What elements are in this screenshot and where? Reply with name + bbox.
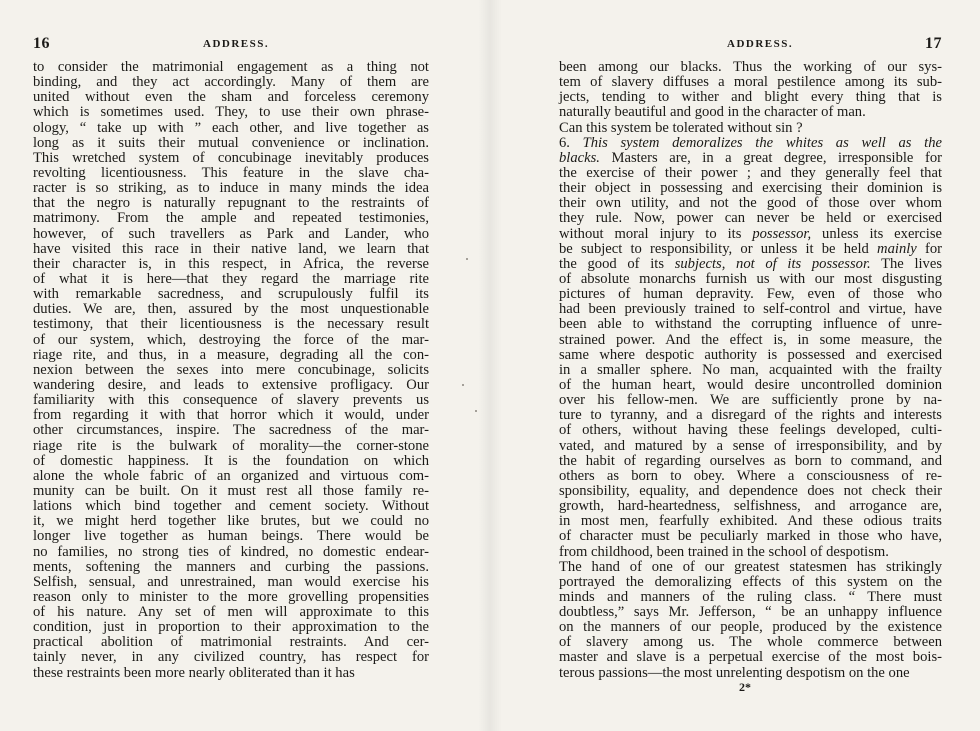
text-line: others as born to obey. Where a consciousness of re- xyxy=(559,467,942,484)
text-line: binding, and they act accordingly. Many of them are xyxy=(33,74,429,91)
scan-speck xyxy=(475,410,477,412)
text-line: familiarity with this consequence of slavery prevents us xyxy=(33,392,429,409)
text-line: of domestic happiness. It is the foundation on which xyxy=(33,452,429,469)
text-line: reason only to minister to the more grovelling propensities xyxy=(33,588,429,605)
scan-speck xyxy=(462,384,464,386)
right-running-head: ADDRESS. xyxy=(727,38,794,50)
left-running-head: ADDRESS. xyxy=(203,38,270,50)
text-line: tainly never, in any civilized country, has respect for xyxy=(33,649,429,666)
text-line: The hand of one of our greatest statesmen has strikingly xyxy=(559,558,942,575)
text-line: the exercise of their power ; and they generally feel that xyxy=(559,164,942,181)
text-line: the good of its subjects, not of its possessor. The lives xyxy=(559,255,943,272)
right-page-number: 17 xyxy=(925,35,942,52)
text-line: riage rite, and thus, in a measure, degrading all the con- xyxy=(33,346,429,363)
printer-signature-mark: 2* xyxy=(739,680,751,694)
text-line: nexion between the sexes into mere concubinage, solicits xyxy=(33,361,429,378)
text-line: doubtless,” says Mr. Jefferson, “ be an unhappy influence xyxy=(559,604,942,621)
text-line: ments, softening the manners and curbing the passions. xyxy=(33,558,429,575)
text-line: munity can be built. On it must rest all those family re- xyxy=(33,482,429,499)
text-line: same where despotic authority is possessed and exercised xyxy=(559,346,942,363)
text-line: portrayed the demoralizing effects of this system on the xyxy=(559,573,942,590)
text-line: pictures of human depravity. Few, even of those who xyxy=(559,286,942,303)
text-line: of the human heart, would desire uncontrolled dominion xyxy=(559,376,942,393)
text-line: terous passions—the most unrelenting despotism on the one xyxy=(559,664,910,681)
text-line: practical abolition of matrimonial restraints. And cer- xyxy=(33,634,429,651)
text-line: been among our blacks. Thus the working of our sys- xyxy=(559,59,942,75)
text-line: however, of such travellers as Park and Lander, who xyxy=(33,225,429,242)
text-line: be subject to responsibility, or unless it be held mainly for xyxy=(559,240,942,257)
text-line: testimony, that their licentiousness is the necessary result xyxy=(33,316,429,333)
left-page-number: 16 xyxy=(33,35,50,52)
text-line: on the manners of our people, produced by the existence xyxy=(559,619,942,636)
text-line: of his nature. Any set of men will approximate to this xyxy=(33,604,429,621)
text-line: riage rite is the bulwark of morality—the corner-stone xyxy=(33,437,429,454)
text-line: strained power. And the effect is, in some measure, the xyxy=(559,331,942,348)
text-line: of what it is here—that they regard the marriage rite xyxy=(33,270,429,287)
text-line: 6. This system demoralizes the whites as well as the xyxy=(559,134,942,151)
text-line: ture to tyranny, and a disregard of the rights and interests xyxy=(559,407,942,424)
text-line: revolting licentiousness. This feature in the slave cha- xyxy=(33,164,429,181)
right-page xyxy=(490,0,980,731)
left-page-body-text xyxy=(33,60,429,681)
text-line: of character must be peculiarly marked in those who have, xyxy=(559,528,942,545)
text-line: jects, tending to wither and blight every thing that is xyxy=(559,89,942,106)
text-line: united without even the sham and forceless ceremony xyxy=(33,89,429,106)
text-line: tem of slavery diffuses a moral pestilence among its sub- xyxy=(559,74,942,91)
text-line: been able to withstand the corrupting influence of unre- xyxy=(559,316,942,333)
scan-speck xyxy=(466,258,468,260)
text-line: these restraints been more nearly obliterated than it has xyxy=(33,664,355,681)
text-line: long as it suits their mutual convenience or inclination. xyxy=(33,134,429,151)
text-line: they rule. Now, power can never be held or exercised xyxy=(559,210,942,227)
text-line: to consider the matrimonial engagement as a thing not xyxy=(33,59,429,75)
text-line: wandering desire, and leads to extensive profligacy. Our xyxy=(33,376,429,393)
text-line: without moral injury to its possessor, unless its exercise xyxy=(559,225,942,242)
text-line: alone the whole fabric of an organized and virtuous com- xyxy=(33,467,429,484)
text-line: over his fellow-men. We are sufficiently prone by na- xyxy=(559,392,942,409)
text-line: longer live together as human beings. There would be xyxy=(33,528,429,545)
text-line: blacks. Masters are, in a great degree, irresponsible for xyxy=(559,149,942,166)
text-line: This wretched system of concubinage inevitably produces xyxy=(33,149,429,166)
text-line: matrimony. From the ample and repeated testimonies, xyxy=(33,210,429,227)
text-line: Can this system be tolerated without sin ? xyxy=(559,119,803,136)
text-line: master and slave is a perpetual exercise of the most bois- xyxy=(559,649,942,666)
text-line: Selfish, sensual, and unrestrained, man would exercise his xyxy=(33,573,429,590)
text-line: that the negro is naturally repugnant to the restraints of xyxy=(33,195,429,212)
text-line: naturally beautiful and good in the character of man. xyxy=(559,104,866,121)
text-line: duties. We are, then, assured by the most unquestionable xyxy=(33,301,429,318)
text-line: their character is, in this respect, in Africa, the reverse xyxy=(33,255,429,272)
text-line: had been previously trained to self-control and virtue, have xyxy=(559,301,942,318)
left-page-header xyxy=(33,35,429,55)
text-line: sponsibility, equality, and dependence does not check their xyxy=(559,482,942,499)
right-page-header xyxy=(559,35,942,55)
text-line: from childhood, been trained in the school of despotism. xyxy=(559,543,889,560)
text-line: racter is so striking, as to induce in many minds the idea xyxy=(33,180,429,197)
text-line: in a smaller sphere. No man, acquainted with the frailty xyxy=(559,361,942,378)
text-line: with remarkable sacredness, and scrupulously fulfil its xyxy=(33,286,429,303)
text-line: other circumstances, inspire. The sacredness of the mar- xyxy=(33,422,429,439)
text-line: have visited this race in their native land, we learn that xyxy=(33,240,429,257)
text-line: from regarding it with that horror which it would, under xyxy=(33,407,429,424)
text-line: of absolute monarchs furnish us with our most disgusting xyxy=(559,270,942,287)
right-page-body-text xyxy=(559,60,942,681)
text-line: minds and manners of the ruling class. “ There must xyxy=(559,588,942,605)
text-line: the habit of regarding ourselves as born to command, and xyxy=(559,452,942,469)
text-line: condition, just in proportion to their approximation to the xyxy=(33,619,429,636)
text-line: their object in possessing and exercising their dominion is xyxy=(559,180,942,197)
text-line: of slavery among us. The whole commerce between xyxy=(559,634,942,651)
text-line: ology, “ take up with ” each other, and live together as xyxy=(33,119,429,136)
text-line: vated, and matured by a sense of irresponsibility, and by xyxy=(559,437,942,454)
text-line: of our system, which, destroying the force of the mar- xyxy=(33,331,429,348)
text-line: their own utility, and not the good of those over whom xyxy=(559,195,942,212)
text-line: which is sometimes used. They, to use their own phrase- xyxy=(33,104,429,121)
text-line: it, we might herd together like brutes, but we could no xyxy=(33,513,429,530)
text-line: no families, no strong ties of kindred, no domestic endear- xyxy=(33,543,429,560)
text-line: growth, hard-heartedness, selfishness, and arrogance are, xyxy=(559,498,942,515)
text-line: in most men, fearfully exhibited. And these odious traits xyxy=(559,513,942,530)
text-line: of others, without having these feelings developed, culti- xyxy=(559,422,942,439)
text-line: lations which bind together and cement society. Without xyxy=(33,498,429,515)
